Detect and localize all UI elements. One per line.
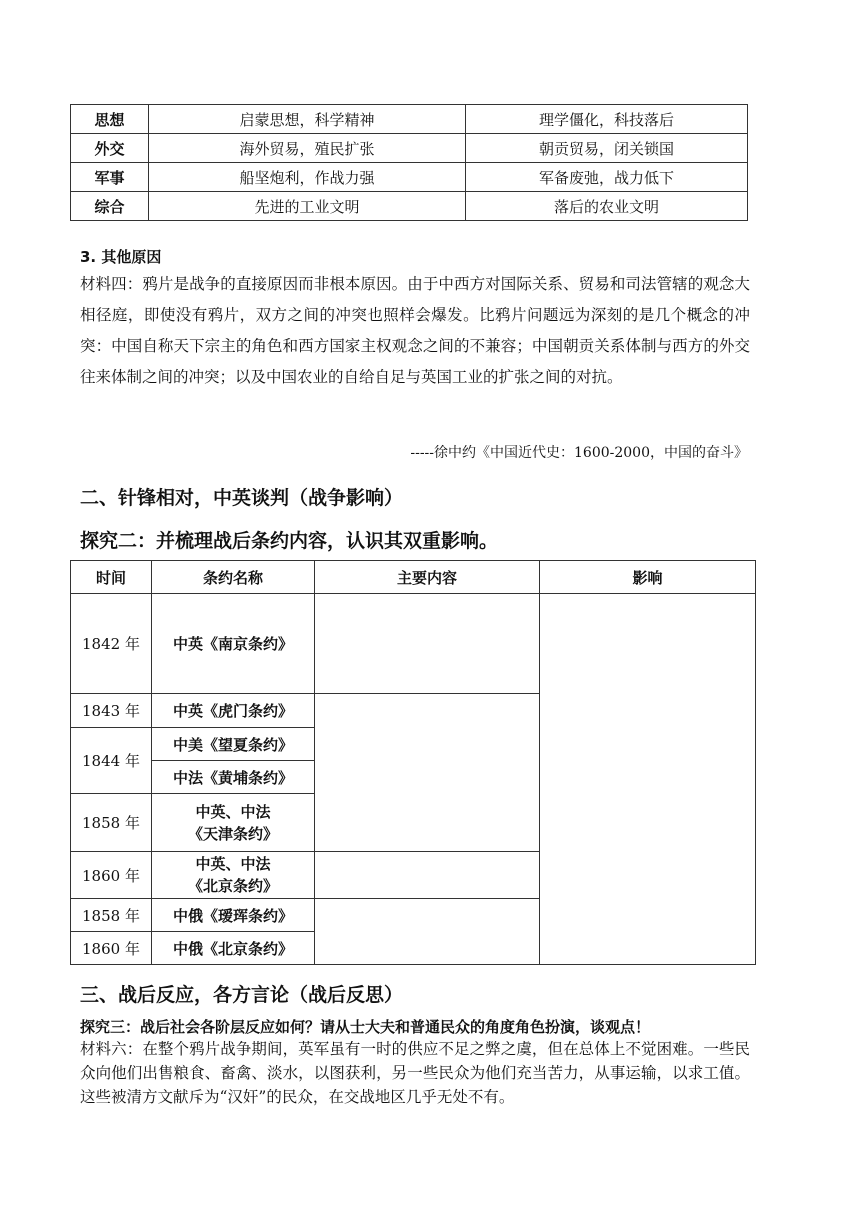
content-cell[interactable]: [315, 694, 540, 852]
treaty-time: 1842 年: [71, 594, 152, 694]
table-header-row: [71, 561, 756, 594]
treaty-name-line: 中英、中法: [195, 855, 271, 873]
treaty-name-line: 《天津条约》: [187, 824, 278, 843]
heading-section-2: 二、针锋相对，中英谈判（战争影响）: [80, 487, 404, 509]
treaty-name: 中俄《北京条约》: [152, 932, 315, 965]
content-cell[interactable]: [315, 594, 540, 694]
row-label: 外交: [71, 134, 149, 163]
table-cell: 启蒙思想，科学精神: [149, 105, 466, 134]
material-4-paragraph: 材料四：鸦片是战争的直接原因而非根本原因。由于中西方对国际关系、贸易和司法管辖的观念大相径庭，即使没有鸦片，双方之间的冲突也照样会爆发。比鸦片问题远为深刻的是几个概念的冲突：中国自称天下宗主的角色和西方国家主权观念之间的不兼容；中国朝贡关系体制与西方的外交往来体制之间的冲突；以及中国农业的自给自足与英国工业的扩张之间的对抗。: [80, 275, 750, 386]
inquiry-2-title: 探究二：并梳理战后条约内容，认识其双重影响。: [80, 530, 499, 552]
table-row: [71, 192, 748, 221]
material-6-paragraph: 材料六：在整个鸦片战争期间，英军虽有一时的供应不足之弊之虞，但在总体上不觉困难。一些民众向他们出售粮食、畜禽、淡水，以图获利，另一些民众为他们充当苦力，从事运输，以求工值。这些被清方文献斥为“汉奸”的民众，在交战地区几乎无处不有。: [80, 1040, 750, 1106]
table-cell: 落后的农业文明: [466, 192, 748, 221]
table-row: [71, 134, 748, 163]
section-title-other-causes: 3. 其他原因: [80, 248, 162, 266]
treaty-name: 中法《黄埔条约》: [152, 761, 315, 794]
treaty-name-line: 中英、中法: [195, 802, 271, 821]
header-content: 主要内容: [315, 561, 540, 594]
table-row: [71, 594, 756, 694]
content-cell[interactable]: [315, 899, 540, 965]
treaty-time: 1860 年: [71, 932, 152, 965]
table-row: [71, 163, 748, 192]
treaty-time: 1844 年: [71, 728, 152, 794]
header-name: 条约名称: [152, 561, 315, 594]
table-cell: 军备废弛，战力低下: [466, 163, 748, 192]
table-cell: 朝贡贸易，闭关锁国: [466, 134, 748, 163]
treaty-table: [70, 560, 756, 965]
table-cell: 理学僵化，科技落后: [466, 105, 748, 134]
table-row: [71, 105, 748, 134]
impact-cell[interactable]: [540, 594, 756, 965]
table-cell: 海外贸易，殖民扩张: [149, 134, 466, 163]
row-label: 综合: [71, 192, 149, 221]
treaty-name: 中俄《瑷珲条约》: [152, 899, 315, 932]
heading-section-3: 三、战后反应，各方言论（战后反思）: [80, 984, 404, 1006]
row-label: 军事: [71, 163, 149, 192]
treaty-name-line: 《北京条约》: [187, 877, 278, 895]
table-cell: 先进的工业文明: [149, 192, 466, 221]
header-impact: 影响: [540, 561, 756, 594]
treaty-time: 1858 年: [71, 899, 152, 932]
treaty-name: [152, 794, 315, 852]
treaty-time: 1843 年: [71, 694, 152, 728]
treaty-name: 中英《虎门条约》: [152, 694, 315, 728]
content-cell[interactable]: [315, 852, 540, 899]
material-4-source: -----徐中约《中国近代史：1600-2000，中国的奋斗》: [410, 445, 748, 461]
row-label: 思想: [71, 105, 149, 134]
treaty-name: 中美《望夏条约》: [152, 728, 315, 761]
table-cell: 船坚炮利，作战力强: [149, 163, 466, 192]
treaty-name: [152, 852, 315, 899]
treaty-name: 中英《南京条约》: [152, 594, 315, 694]
inquiry-3-title: 探究三：战后社会各阶层反应如何？请从士大夫和普通民众的角度角色扮演，谈观点！: [80, 1018, 651, 1036]
treaty-time: 1858 年: [71, 794, 152, 852]
header-time: 时间: [71, 561, 152, 594]
treaty-time: 1860 年: [71, 852, 152, 899]
comparison-table: [70, 104, 748, 221]
